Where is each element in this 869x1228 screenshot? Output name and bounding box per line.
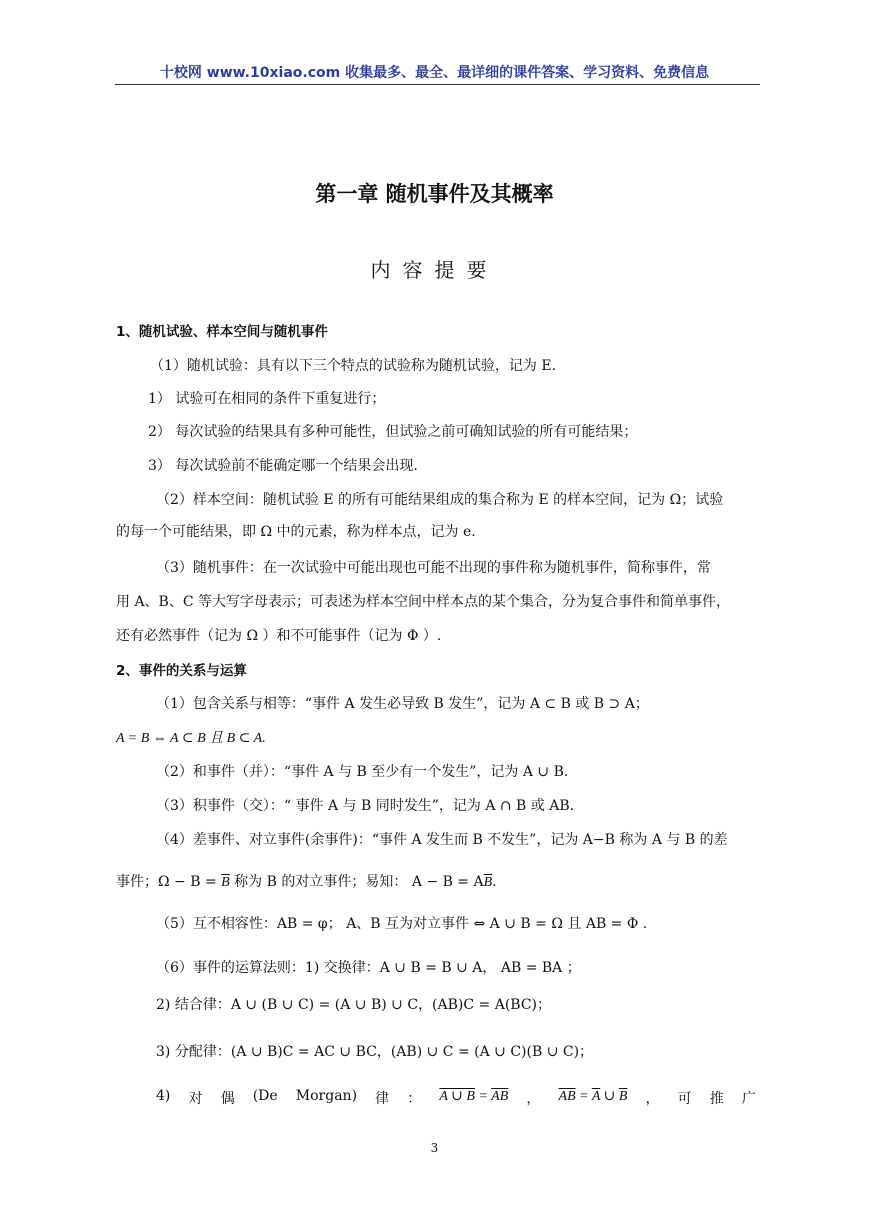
demorgan-formula-1 (439, 1088, 508, 1108)
demorgan-formula-2 (559, 1088, 628, 1108)
paragraph-line: （3）随机事件：在一次试验中可能出现也可能不出现的事件称为随机事件，简称事件，常 (156, 560, 711, 576)
label-word: 推 (709, 1091, 724, 1107)
equals: = (575, 1089, 592, 1104)
overlined-symbol: $\overline{A}$ (491, 1089, 500, 1104)
label-word: Morgan) (295, 1088, 358, 1104)
paragraph-line: （2）样本空间：随机试验 E 的所有可能结果组成的集合称为 E 的样本空间，记为 Ω；试验 (156, 492, 724, 508)
formula-line: 3) 分配律：(A ∪ B)C = AC ∪ BC，(AB) ∪ C = (A ∪ C)(B ∪ C)； (156, 1044, 594, 1060)
union-sign: ∪ (600, 1089, 619, 1104)
paragraph-line: （1）包含关系与相等：“事件 A 发生必导致 B 发生”，记为 A ⊂ B 或 B ⊃ A； (156, 696, 649, 712)
formula-line: 2) 结合律：A ∪ (B ∪ C) = (A ∪ B) ∪ C，(AB)C = A(BC)； (156, 997, 552, 1013)
list-item: 1） 试验可在相同的条件下重复进行； (148, 391, 386, 407)
header-rule (115, 84, 760, 85)
label-word: 对 (188, 1091, 203, 1107)
page-header: 十校网 www.10xiao.com 收集最多、最全、最详细的课件答案、学习资料、免费信息 (159, 65, 710, 81)
label-word: (De (252, 1088, 278, 1104)
overlined-union: A ∪ B (439, 1089, 475, 1104)
overlined-symbol: $\overline{B}$ (483, 875, 493, 890)
separator: ， (526, 1091, 541, 1107)
separator: ， (645, 1091, 660, 1107)
section-subtitle: 内容提要 (370, 258, 499, 282)
paragraph-line: （5）互不相容性：AB = φ； A、B 互为对立事件 ⇔ A ∪ B = Ω 且 AB = Φ . (156, 916, 648, 932)
text-run: 称为 B 的对立事件；易知： A − B = A (229, 874, 484, 890)
paragraph-line: 还有必然事件（记为 Ω ）和不可能事件（记为 Φ ）. (116, 628, 442, 644)
demorgan-line (156, 1088, 756, 1108)
list-item: 3） 每次试验前不能确定哪一个结果会出现. (148, 458, 418, 474)
paragraph-line: （2）和事件（并）：“事件 A 与 B 至少有一个发生”，记为 A ∪ B. (156, 764, 569, 780)
paragraph-line: （4）差事件、对立事件(余事件)：“事件 A 发生而 B 不发生”，记为 A−B 称为 A 与 B 的差 (156, 832, 728, 848)
overlined-symbol: $\overline{A}$ (591, 1089, 601, 1104)
formula-line: A = B ⇔ A ⊂ B 且 B ⊂ A. (116, 731, 266, 746)
overlined-product: $\overline{AB}$ (558, 1089, 576, 1104)
paragraph-line: 用 A、B、C 等大写字母表示；可表述为样本空间中样本点的某个集合，分为复合事件和简单事件， (116, 594, 731, 610)
label-word: 律 (375, 1091, 390, 1107)
overlined-symbol: $\overline{B}$ (221, 875, 230, 890)
paragraph-line: 的每一个可能结果，即 Ω 中的元素，称为样本点，记为 e. (116, 524, 476, 540)
label-word: 偶 (220, 1091, 235, 1107)
page-number: 3 (430, 1141, 439, 1155)
text-run: . (492, 874, 497, 890)
overlined-symbol: $\overline{B}$ (618, 1089, 628, 1104)
text-run: 事件；Ω − B = (116, 874, 222, 890)
label-number: 4) (156, 1088, 171, 1104)
section-heading-1: 1、随机试验、样本空间与随机事件 (116, 324, 328, 340)
label-colon: ： (407, 1091, 422, 1107)
paragraph-line: （1）随机试验：具有以下三个特点的试验称为随机试验，记为 E. (150, 358, 557, 374)
paragraph-line: （6）事件的运算法则：1) 交换律：A ∪ B = B ∪ A， AB = BA ； (156, 960, 581, 976)
label-word: 可 (677, 1091, 692, 1107)
chapter-title: 第一章 随机事件及其概率 (315, 182, 554, 206)
list-item: 2） 每次试验的结果具有多种可能性，但试验之前可确知试验的所有可能结果； (148, 424, 638, 440)
overlined-symbol: $\overline{B}$ (499, 1089, 509, 1104)
formula-line-complement (116, 871, 497, 891)
paragraph-line: （3）积事件（交）：“ 事件 A 与 B 同时发生”，记为 A ∩ B 或 AB. (156, 798, 575, 814)
equals: = (474, 1089, 492, 1104)
section-heading-2: 2、事件的关系与运算 (116, 663, 247, 679)
label-word: 广 (741, 1091, 756, 1107)
